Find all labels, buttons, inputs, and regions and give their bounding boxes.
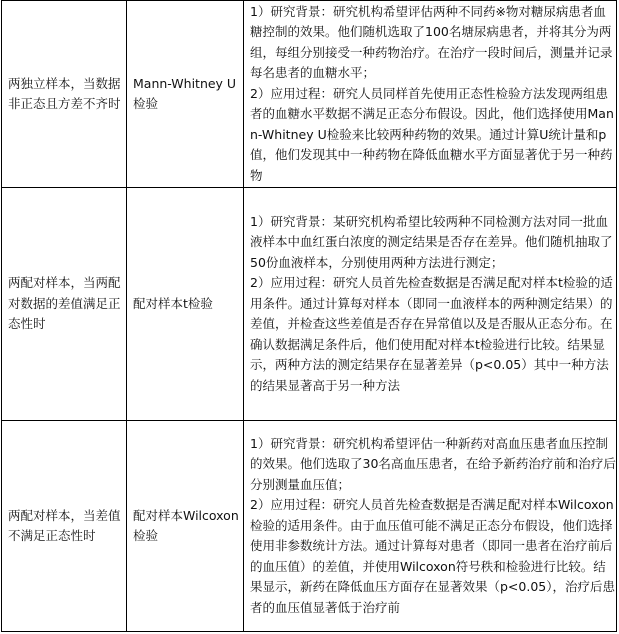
scenario-cell: 两独立样本，当数据非正态且方差不齐时 [2, 1, 127, 188]
methods-table [1, 0, 617, 632]
scenario-cell: 两配对样本，当差值不满足正态性时 [2, 421, 127, 632]
table-row [2, 188, 617, 421]
method-cell: 配对样本t检验 [127, 188, 244, 421]
method-cell: Mann-Whitney U检验 [127, 1, 244, 188]
example-cell [244, 421, 617, 632]
background-text: 1）研究背景：研究机构希望评估一种新药对高血压患者血压控制的效果。他们选取了30名高血压患者，在给予新药治疗前和治疗后分别测量血压值； [250, 435, 616, 492]
example-cell [244, 188, 617, 421]
process-text: 2）应用过程：研究人员首先检查数据是否满足配对样本t检验的适用条件。通过计算每对样本（即同一血液样本的两种测定结果）的差值，并检查这些差值是否存在异常值以及是否服从正态分布。在确认数据满足条件后，他们使用配对样本t检验进行比较。结果显示，两种方法的测定结果存在显著差异（p<0.05）其中一种方法的结果显著高于另一种方法 [250, 275, 613, 393]
example-cell [244, 1, 617, 188]
method-cell: 配对样本Wilcoxon检验 [127, 421, 244, 632]
process-text: 2）应用过程：研究人员同样首先使用正态性检验方法发现两组患者的血糖水平数据不满足正态分布假设。因此，他们选择使用Mann-Whitney U检验来比较两种药物的效果。通过计算U统计量和p值，他们发现其中一种药物在降低血糖水平方面显著优于另一种药物 [250, 85, 614, 183]
table-row [2, 1, 617, 188]
background-text: 1）研究背景：研究机构希望评估两种不同药※物对糖尿病患者血糖控制的效果。他们随机选取了100名塘尿病患者，并将其分为两组，每组分别接受一种药物治疗。在治疗一段时间后，测量并记录每名患者的血糖水平； [250, 3, 613, 81]
table-row [2, 421, 617, 632]
scenario-cell: 两配对样本，当两配对数据的差值满足正态性时 [2, 188, 127, 421]
background-text: 1）研究背景：某研究机构希望比较两种不同检测方法对同一批血液样本中血红蛋白浓度的测定结果是否存在差异。他们随机抽取了50份血液样本，分别使用两种方法进行测定； [250, 213, 613, 270]
process-text: 2）应用过程：研究人员首先检查数据是否满足配对样本Wilcoxon检验的适用条件。由于血压值可能不满足正态分布假设，他们选择使用非参数统计方法。通过计算每对患者（即同一患者在治疗前后的血压值）的差值，并使用Wilcoxon符号秩和检验进行比较。结果显示，新药在降低血压方面存在显著效果（p<0.05），治疗后患者的血压值显著低于治疗前 [250, 497, 615, 615]
